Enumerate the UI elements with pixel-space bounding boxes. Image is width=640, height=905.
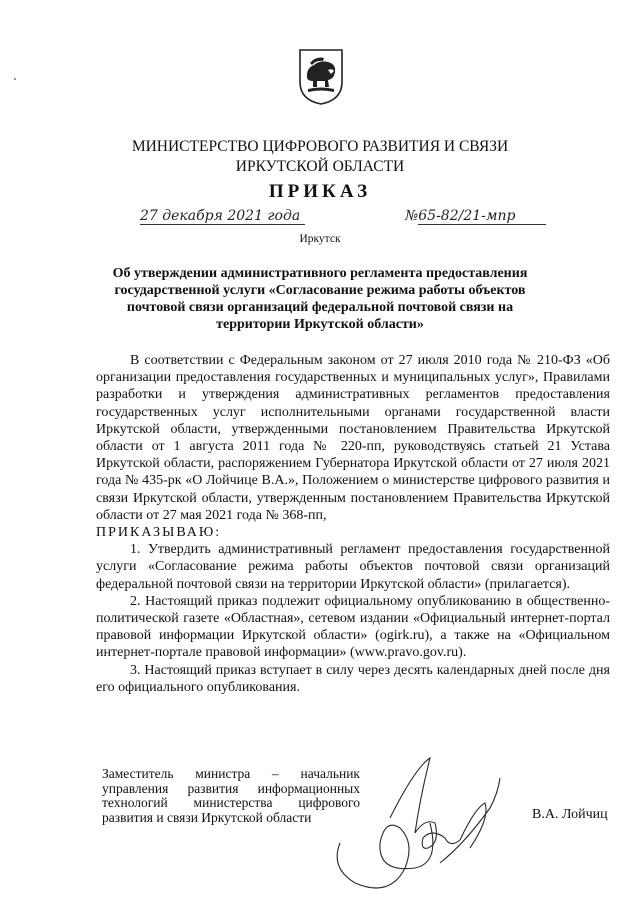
- document-type-heading: ПРИКАЗ: [268, 181, 372, 202]
- city-label: Иркутск: [299, 233, 341, 245]
- ministry-name-line1: МИНИСТЕРСТВО ЦИФРОВОГО РАЗВИТИЯ И СВЯЗИ: [131, 138, 509, 155]
- scan-speck: [14, 78, 16, 80]
- order-item-1: 1. Утвердить административный регламент предоставления государственной услуги «Согласование режима работы объектов почтовой связи организаций федеральной почтовой связи на территории Иркутской области» (прилагается).: [96, 542, 610, 592]
- order-word: ПРИКАЗЫВАЮ:: [96, 525, 222, 541]
- number-underline: [418, 224, 546, 225]
- ministry-name-line2: ИРКУТСКОЙ ОБЛАСТИ: [235, 158, 405, 175]
- document-date: 27 декабря 2021 года: [140, 208, 301, 224]
- preamble-paragraph: В соответствии с Федеральным законом от 27 июля 2010 года № 210-ФЗ «Об организации предоставления государственных и муниципальных услуг», Правилами разработки и утверждения административных регламентов предоставления государственных услуг исполнительными органами государственной власти Иркутской области, утвержденными постановлением Правительства Иркутской области от 1 августа 2011 года № 220-пп, руководствуясь статьей 21 Устава Иркутской области, распоряжением Губернатора Иркутской области от 27 июля 2021 года № 435-рк «О Лойчице В.А.», Положением о министерстве цифрового развития и связи Иркутской области, утвержденным постановлением Правительства Иркутской области от 27 мая 2021 года № 368-пп,: [96, 353, 610, 523]
- document-title: Об утверждении административного регламента предоставления государственной услуги «Согласование режима работы объектов почтовой связи организаций федеральной почтовой связи на территории Иркутской области»: [112, 266, 528, 332]
- signer-name: В.А. Лойчиц: [532, 807, 608, 822]
- date-underline: [140, 224, 305, 225]
- signer-position: Заместитель министра – начальник управления развития информационных технологий министерства цифрового развития и связи Иркутской области: [102, 766, 360, 825]
- document-body: [96, 352, 610, 696]
- order-item-3: 3. Настоящий приказ вступает в силу через десять календарных дней после дня его официального опубликования.: [96, 662, 610, 695]
- handwritten-signature: [320, 748, 510, 898]
- order-item-2: 2. Настоящий приказ подлежит официальному опубликованию в общественно-политической газете «Областная», сетевом издании «Официальный интернет-портал правовой информации Иркутской области» (ogirk.ru), а также на «Официальном интернет-портале правовой информации» (www.pravo.gov.ru).: [96, 593, 610, 661]
- document-number: №65-82/21-мпр: [405, 208, 516, 224]
- coat-of-arms-emblem: [298, 48, 344, 106]
